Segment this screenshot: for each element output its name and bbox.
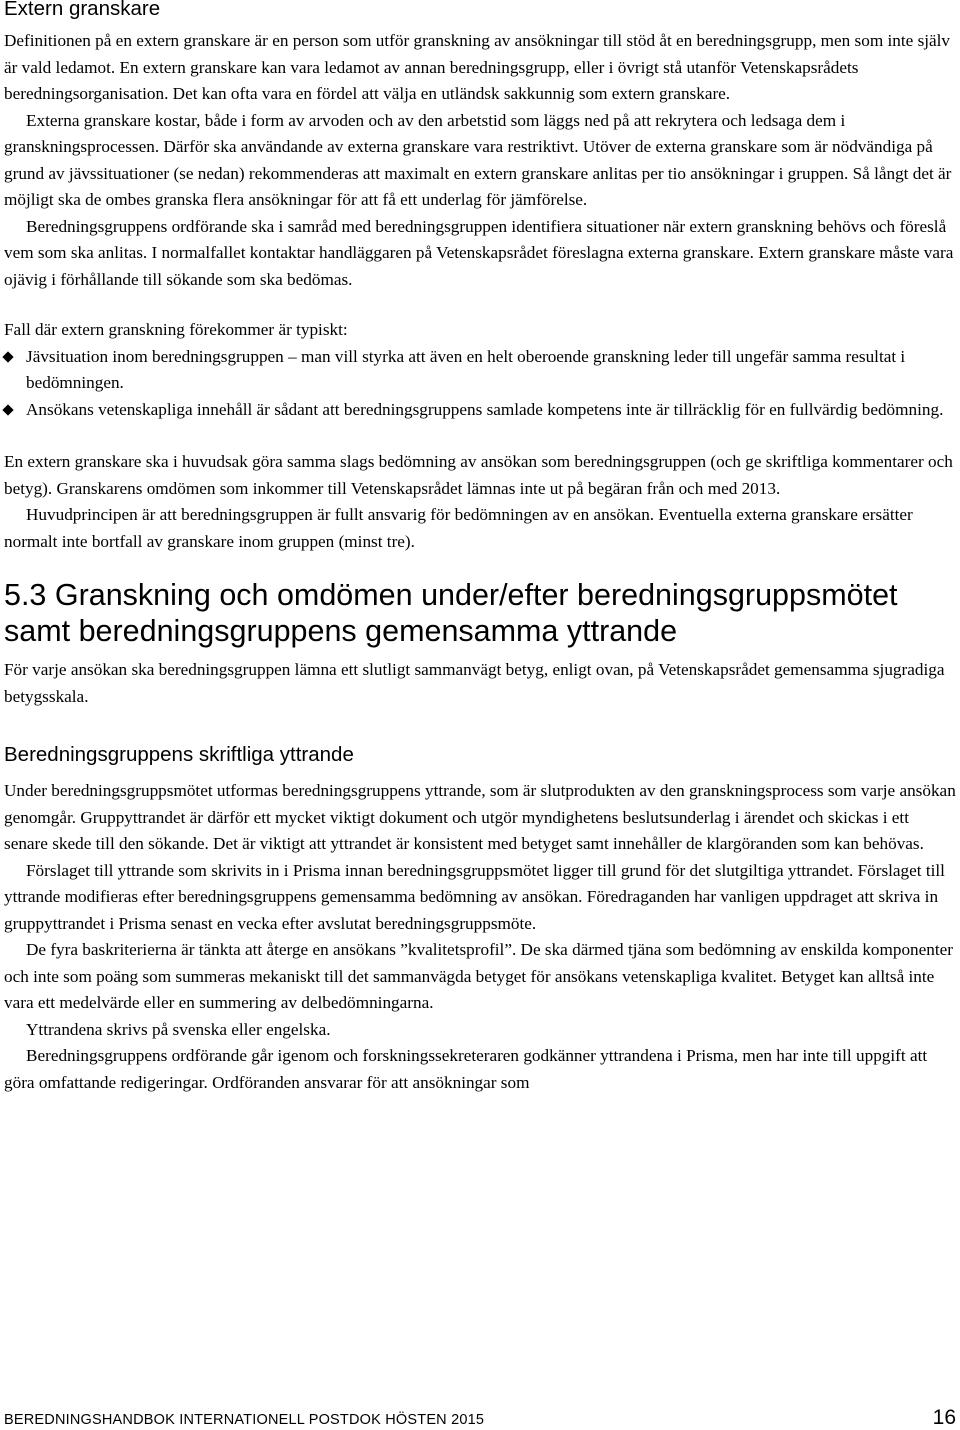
paragraph-statement-formed: Under beredningsgruppsmötet utformas beredningsgruppens yttrande, som är slutprodukten av den granskningsprocess som varje ansökan genomgår. Gruppyttrandet är därför ett mycket viktigt dokument och utgör myndighetens beslutsunderlag i ärendet och skickas i ett senare skede till den sökande. Det är viktigt att yttrandet är konsistent med betyget samt innehåller de klargöranden som kan behövas. [4,781,956,853]
list-item [4,344,956,397]
bullet-list [4,344,956,424]
list-intro: Fall där extern granskning förekommer är typiskt: [4,320,348,339]
section-heading-extern-granskare: Extern granskare [4,0,161,20]
list-item-text: Ansökans vetenskapliga innehåll är sådant att beredningsgruppens samlade kompetens inte är tillräcklig för en fullvärdig bedömning. [26,399,944,419]
chapter-heading-line2: samt beredningsgruppens gemensamma yttrande [4,614,678,648]
chapter-heading [4,577,956,649]
paragraph-language: Yttrandena skrivs på svenska eller engelska. [26,1019,331,1039]
paragraph-main-principle: Huvudprincipen är att beredningsgruppen är fullt ansvarig för bedömningen av en ansökan. Eventuella externa granskare ersätter normalt inte bortfall av granskare inom gruppen (minst tre). [4,505,913,551]
paragraph-proposal: Förslaget till yttrande som skrivits in i Prisma innan beredningsgruppsmötet ligger till grund för det slutgiltiga yttrandet. Förslaget till yttrande modifieras efter beredningsgruppens gemensamma bedömning av ansökan. Föredraganden har vanligen uppdraget att skriva in gruppyttrandet i Prisma senast en vecka efter avslutat beredningsgruppsmöte. [4,860,945,933]
bullet-icon [2,351,13,362]
paragraph-chair-review: Beredningsgruppens ordförande går igenom och forskningssekreteraren godkänner yttrandena i Prisma, men har inte till uppgift att göra omfattande redigeringar. Ordföranden ansvarar för att ansökningar som [4,1046,928,1092]
document-page [4,0,956,1096]
paragraph-chair-identifies: Beredningsgruppens ordförande ska i samråd med beredningsgruppen identifiera situationer när extern granskning behövs och föreslå vem som ska anlitas. I normalfallet kontaktar handläggaren på Vetenskapsrådet föreslagna externa granskare. Extern granskare måste vara ojävig i förhållande till sökande som ska bedömas. [4,216,954,289]
footer-title: BEREDNINGSHANDBOK INTERNATIONELL POSTDOK HÖSTEN 2015 [4,1412,485,1428]
list-item-text: Jävsituation inom beredningsgruppen – man vill styrka att även en helt oberoende granskning leder till ungefär samma resultat i bedömningen. [26,346,906,392]
chapter-heading-line1: 5.3 Granskning och omdömen under/efter beredningsgruppsmötet [4,578,898,612]
paragraph-same-assessment: En extern granskare ska i huvudsak göra samma slags bedömning av ansökan som beredningsgruppen (och ge skriftliga kommentarer och betyg). Granskarens omdömen som inkommer till Vetenskapsrådet lämnas inte ut på begäran från och med 2013. [4,452,953,498]
page-footer [4,1408,956,1428]
paragraph-definition: Definitionen på en extern granskare är en person som utför granskning av ansökningar till stöd åt en beredningsgrupp, men som inte själv är vald ledamot. En extern granskare kan vara ledamot av annan beredningsgrupp, eller i övrigt stå utanför Vetenskapsrådets beredningsorganisation. Det kan ofta vara en fördel att välja en utländsk sakkunnig som extern granskare. [4,31,951,103]
list-item [4,397,956,424]
page-number: 16 [932,1406,956,1429]
paragraph-final-grade: För varje ansökan ska beredningsgruppen lämna ett slutligt sammanvägt betyg, enligt ovan, på Vetenskapsrådet gemensamma sjugradiga betygsskala. [4,660,945,706]
section-heading-written-statement: Beredningsgruppens skriftliga yttrande [4,743,354,766]
paragraph-costs: Externa granskare kostar, både i form av arvoden och av den arbetstid som läggs ned på att rekrytera och ledsaga dem i granskningsprocessen. Därför ska användande av externa granskare vara restriktivt. Utöver de externa granskare som är nödvändiga på grund av jävssituationer (se nedan) rekommenderas att maximalt en extern granskare anlitas per tio ansökningar i gruppen. Så långt det är möjligt ska de ombes granska flera ansökningar för att få ett underlag för jämförelse. [4,110,952,209]
paragraph-base-criteria: De fyra baskriterierna är tänkta att återge en ansökans ”kvalitetsprofil”. De ska därmed tjäna som bedömning av enskilda komponenter och inte som poäng som summeras mekaniskt till det sammanvägda betyget för ansökans vetenskapliga kvalitet. Betyget kan alltså inte vara ett medelvärde eller en summering av delbedömningarna. [4,940,954,1012]
bullet-icon [2,404,13,415]
